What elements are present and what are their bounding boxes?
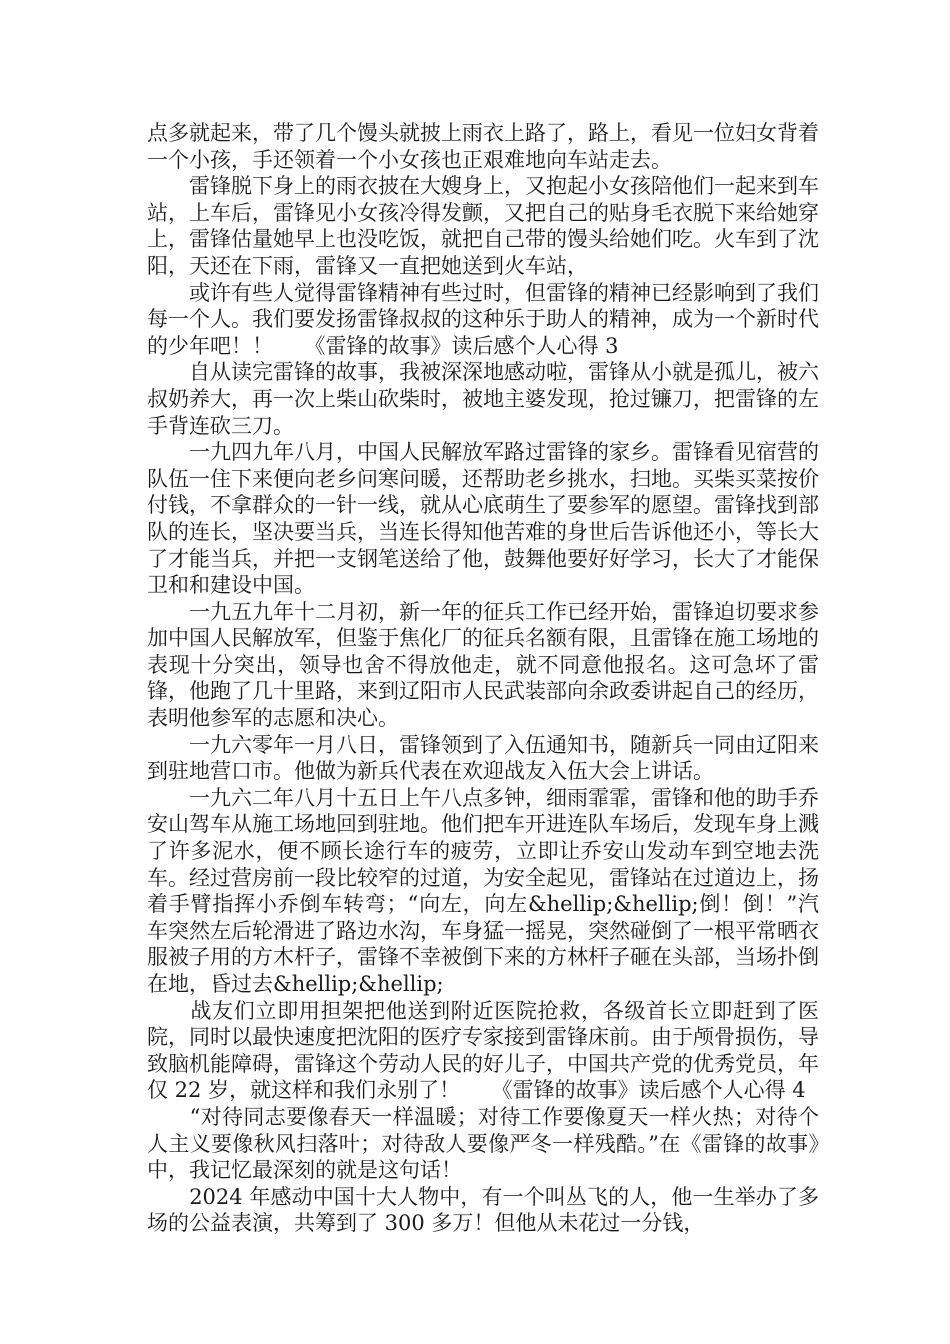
paragraph-11: 2024 年感动中国十大人物中，有一个叫丛飞的人，他一生举办了多场的公益表演，共筹到了 300 多万！但他从未花过一分钱， [147, 1184, 819, 1236]
paragraph-7: 一九六零年一月八日，雷锋领到了入伍通知书，随新兵一同由辽阳来到驻地营口市。他做为新兵代表在欢迎战友入伍大会上讲话。 [147, 732, 819, 784]
paragraph-6: 一九五九年十二月初，新一年的征兵工作已经开始，雷锋迫切要求参加中国人民解放军，但鉴于焦化厂的征兵名额有限，且雷锋在施工场地的表现十分突出，领导也舍不得放他走，就不同意他报名。这可急坏了雷锋，他跑了几十里路，来到辽阳市人民武装部向余政委讲起自己的经历，表明他参军的志愿和决心。 [147, 599, 819, 731]
document-page [147, 120, 819, 1237]
paragraph-1: 点多就起来，带了几个馒头就披上雨衣上路了，路上，看见一位妇女背着一个小孩，手还领着一个小女孩也正艰难地向车站走去。 [147, 121, 819, 172]
paragraph-2: 雷锋脱下身上的雨衣披在大嫂身上，又抱起小女孩陪他们一起来到车站，上车后，雷锋见小女孩冷得发颤，又把自己的贴身毛衣脱下来给她穿上，雷锋估量她早上也没吃饭，就把自己带的馒头给她们吃。火车到了沈阳，天还在下雨，雷锋又一直把她送到火车站， [147, 174, 819, 278]
paragraph-3: 或许有些人觉得雷锋精神有些过时，但雷锋的精神已经影响到了我们每一个人。我们要发扬雷锋叔叔的这种乐于助人的精神，成为一个新时代的少年吧！！ 《雷锋的故事》读后感个人心得 3 [147, 280, 819, 358]
paragraph-8: 一九六二年八月十五日上午八点多钟，细雨霏霏，雷锋和他的助手乔安山驾车从施工场地回到驻地。他们把车开进连队车场后，发现车身上溅了许多泥水，便不顾长途行车的疲劳，立即让乔安山发动车到空地去洗车。经过营房前一段比较窄的过道，为安全起见，雷锋站在过道边上，扬着手臂指挥小乔倒车转弯；“向左，向左&hellip;&hellip;倒！倒！”汽车突然左后轮滑进了路边水沟，车身猛一摇晃，突然碰倒了一根平常晒衣服被子用的方木杆子，雷锋不幸被倒下来的方林杆子砸在头部，当场扑倒在地，昏过去&hellip;&hellip; [147, 785, 819, 996]
paragraph-10: “对待同志要像春天一样温暖；对待工作要像夏天一样火热；对待个人主义要像秋风扫落叶；对待敌人要像严冬一样残酷。”在《雷锋的故事》中，我记忆最深刻的就是这句话！ [147, 1104, 819, 1183]
paragraph-9: 战友们立即用担架把他送到附近医院抢救，各级首长立即赶到了医院，同时以最快速度把沈阳的医疗专家接到雷锋床前。由于颅骨损伤，导致脑机能障碍，雷锋这个劳动人民的好儿子，中国共产党的优秀党员，年仅 22 岁，就这样和我们永别了！ 《雷锋的故事》读后感个人心得 4 [147, 998, 819, 1103]
paragraph-5: 一九四九年八月，中国人民解放军路过雷锋的家乡。雷锋看见宿营的队伍一住下来便向老乡问寒问暖，还帮助老乡挑水，扫地。买柴买菜按价付钱，不拿群众的一针一线，就从心底萌生了要参军的愿望。雷锋找到部队的连长，坚决要当兵，当连长得知他苦难的身世后告诉他还小，等长大了才能当兵，并把一支钢笔送给了他，鼓舞他要好好学习，长大了才能保卫和和建设中国。 [147, 440, 819, 598]
paragraph-4: 自从读完雷锋的故事，我被深深地感动啦，雷锋从小就是孤儿，被六叔奶养大，再一次上柴山砍柴时，被地主婆发现，抢过镰刀，把雷锋的左手背连砍三刀。 [147, 360, 819, 438]
